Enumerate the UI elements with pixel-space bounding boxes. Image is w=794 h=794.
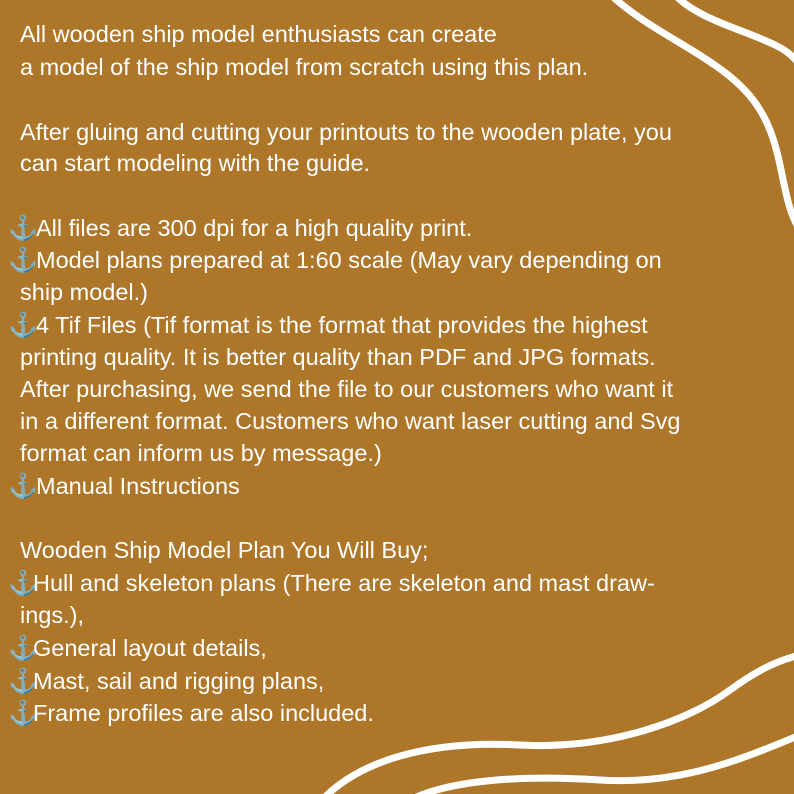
feature-text: All files are 300 dpi for a high quality print. [36,215,473,241]
feature-item-tif-cont-3: in a different format. Customers who want laser cutting and Svg [20,408,681,434]
buy-text: General layout details, [33,635,267,661]
buy-item-hull [8,567,655,600]
intro-line-1: All wooden ship model enthusiasts can create [20,21,497,47]
anchor-icon: ⚓ [8,570,38,597]
feature-text: 4 Tif Files (Tif format is the format that provides the highest [36,312,648,338]
anchor-icon: ⚓ [8,247,38,274]
feature-item-scale [8,244,662,277]
feature-text: Model plans prepared at 1:60 scale (May vary depending on [36,247,662,273]
intro-line-4: can start modeling with the guide. [20,150,371,176]
intro-line-2: a model of the ship model from scratch using this plan. [20,54,589,80]
feature-item-tif-cont-4: format can inform us by message.) [20,440,382,466]
buy-heading: Wooden Ship Model Plan You Will Buy; [20,537,429,563]
buy-text: Mast, sail and rigging plans, [33,668,325,694]
feature-item-tif-cont-1: printing quality. It is better quality than PDF and JPG formats. [20,344,656,370]
buy-text: Frame profiles are also included. [33,700,374,726]
anchor-icon: ⚓ [8,635,38,662]
buy-item-mast [8,665,324,698]
feature-item-scale-cont: ship model.) [20,279,148,305]
intro-line-3: After gluing and cutting your printouts to the wooden plate, you [20,119,672,145]
buy-item-hull-cont: ings.), [20,602,84,628]
anchor-icon: ⚓ [8,700,38,727]
anchor-icon: ⚓ [8,215,38,242]
buy-item-layout [8,632,267,665]
feature-item-tif [8,309,648,342]
anchor-icon: ⚓ [8,312,38,339]
feature-item-dpi [8,212,472,245]
feature-text: Manual Instructions [36,473,240,499]
buy-text: Hull and skeleton plans (There are skeleton and mast draw- [33,570,655,596]
anchor-icon: ⚓ [8,668,38,695]
buy-item-frame [8,697,374,730]
anchor-icon: ⚓ [8,473,38,500]
feature-item-manual [8,470,240,503]
feature-item-tif-cont-2: After purchasing, we send the file to our customers who want it [20,376,674,402]
